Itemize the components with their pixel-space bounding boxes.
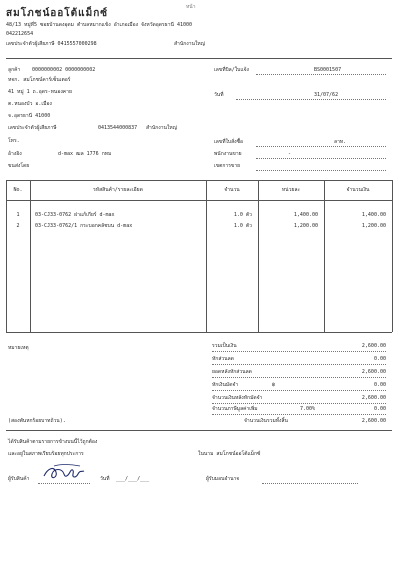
row-amount: 1,200.00 [361, 223, 386, 229]
receive-date-label: วันที่ [100, 476, 110, 482]
summary-label: รวมเป็นเงิน [212, 343, 237, 349]
company-tax-id: เลขประจำตัวผู้เสียภาษี 0415557000298 [6, 41, 97, 47]
row-unit-price: 1,200.00 [293, 223, 318, 229]
company-name: สมโภชน์ออโต้แม็กซ์ [6, 8, 109, 19]
doc-date-line [236, 99, 386, 100]
summary-value: 0.00 [373, 356, 386, 362]
transport-label: ขนส่งโดย [8, 163, 30, 169]
summary-label: จำนวนเงินหลังหักมัดจำ [212, 395, 263, 401]
doc-number: BS0001507 [314, 67, 342, 73]
summary-label: ยอดหลังหักส่วนลด [212, 369, 252, 375]
grand-total-value: 2,600.00 [361, 418, 386, 424]
col-header-amount: จำนวนเงิน [346, 187, 370, 193]
customer-tax-branch: สำนักงานใหญ่ [146, 125, 177, 131]
summary-label: หักส่วนลด [212, 356, 234, 362]
row-no: 2 [16, 223, 20, 229]
authorizer-label: ผู้รับมอบอำนาจ [206, 476, 240, 482]
customer-tax-label: เลขประจำตัวผู้เสียภาษี [8, 125, 57, 131]
company-phone: 042212654 [6, 31, 34, 37]
on-behalf-of: ในนาม สมโภชน์ออโต้แม็กซ์ [198, 451, 261, 457]
customer-address-3: จ.อุดรธานี 41000 [8, 113, 51, 119]
summary-divider [6, 430, 392, 431]
customer-tax-id: 0413544000837 [98, 125, 138, 131]
summary-label: หักเงินมัดจำ [212, 382, 239, 388]
reference-value: d-max ฒล 1776 กทม [58, 151, 112, 157]
summary-value: 0.00 [373, 406, 386, 412]
po-line [256, 146, 386, 147]
authorizer-signature-line [262, 483, 358, 484]
remark-label: หมายเหตุ [8, 345, 29, 351]
doc-date-label: วันที่ [214, 92, 224, 98]
row-quantity: 1.0 ตัว [233, 223, 252, 229]
page-mark: หน้า [186, 4, 196, 10]
vat-rate: 7.00% [300, 406, 316, 412]
receipt-note-2: และอยู่ในสภาพเรียบร้อยทุกประการ [8, 451, 84, 457]
sales-area-line [256, 170, 386, 171]
receipt-note-1: ได้รับสินค้าตามรายการข้างบนนี้ไว้ถูกต้อง [8, 439, 98, 445]
receive-date-blank: ___/___/___ [116, 476, 150, 482]
grand-total-label: จำนวนเงินรวมทั้งสิ้น [244, 418, 288, 424]
col-header-no: No. [13, 187, 23, 193]
customer-name: หจก. สมโภชน์คาร์เซ็นเตอร์ [8, 77, 71, 83]
receiver-label: ผู้รับสินค้า [8, 476, 30, 482]
po-label: เลขที่ใบสั่งซื้อ [214, 139, 243, 145]
row-description: 03-CJ33-0762 ฝาแก้เกียร์ d-max [35, 212, 115, 218]
sales-value: - [288, 151, 292, 157]
customer-address-1: 41 หมู่ 1 ถ.อุดร-หนองคาย [8, 89, 72, 95]
reference-label: อ้างอิง [8, 151, 22, 157]
doc-number-label: เลขที่บิล/ใบแจ้ง [214, 67, 249, 73]
row-amount: 1,400.00 [361, 212, 386, 218]
summary-value: 2,600.00 [361, 395, 386, 401]
amount-in-words: (สองพันหกร้อยบาทถ้วน). [8, 418, 66, 424]
customer-code: 0000000002 0000000002 [32, 67, 96, 73]
customer-phone-label: โทร. [8, 138, 20, 144]
row-no: 1 [16, 212, 20, 218]
col-header-unit-price: หน่วยละ [281, 187, 301, 193]
sales-line [256, 158, 386, 159]
deposit-currency: ฿ [272, 382, 276, 388]
summary-label: จำนวนภาษีมูลค่าเพิ่ม [212, 406, 258, 412]
sales-label: พนักงานขาย [214, 151, 242, 157]
row-unit-price: 1,400.00 [293, 212, 318, 218]
summary-value: 2,600.00 [361, 369, 386, 375]
receiver-signature [40, 462, 88, 486]
doc-number-line [256, 74, 386, 75]
customer-code-label: ลูกค้า [8, 67, 21, 73]
po-value: ลาท. [334, 139, 347, 145]
summary-value: 0.00 [373, 382, 386, 388]
row-description: 03-CJ33-0762/1 กระบอกคลัชบน d-max [35, 223, 133, 229]
company-address: 48/13 หมู่ที่5 ซอยบ้านดงอุดม ตำบลหมากแข้ง อำเภอเมือง จังหวัดอุดรธานี 41000 [6, 22, 193, 28]
row-quantity: 1.0 ตัว [233, 212, 252, 218]
header-divider [6, 58, 392, 59]
col-header-quantity: จำนวน [224, 187, 240, 193]
col-header-description: รหัสสินค้า/รายละเอียด [93, 187, 143, 193]
summary-value: 2,600.00 [361, 343, 386, 349]
sales-area-label: เขตการขาย [214, 163, 241, 169]
doc-date: 31/07/62 [314, 92, 339, 98]
company-branch: สำนักงานใหญ่ [174, 41, 205, 47]
customer-address-2: ต.หนองบัว อ.เมือง [8, 101, 52, 107]
